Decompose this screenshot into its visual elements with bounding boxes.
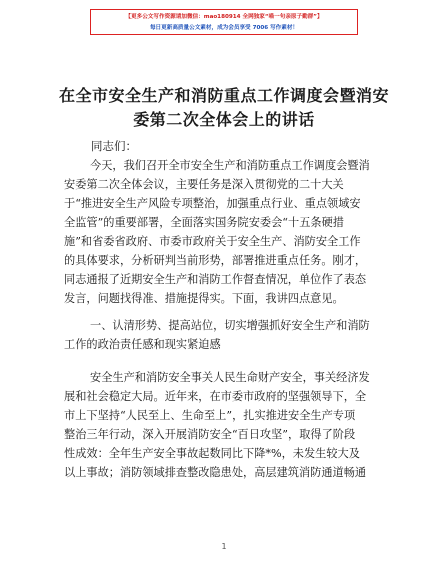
paragraph-3-line: 整治三年行动，深入开展消防安全“百日攻坚”，取得了阶段 xyxy=(64,428,356,441)
section-heading-line: 工作的政治责任感和现实紧迫感 xyxy=(64,338,221,351)
paragraph-1-line: 于“推进安全生产风险专项整治，加强重点行业、重点领域安 xyxy=(64,197,361,210)
promo-banner-line-2: 每日更新高质量公文素材，成为会员享受 7006 写作素材！ xyxy=(149,25,299,31)
promo-banner-line-1: 【更多公文写作资源请加微信：mao180914 全网独家“喵一句亲原子勤群”】 xyxy=(125,14,323,20)
paragraph-1-line: 安委第二次全体会议，主要任务是深入贯彻党的二十大关 xyxy=(64,178,344,191)
paragraph-1-line: 的具体要求，分析研判当前形势，部署推进重点任务。刚才， xyxy=(64,254,367,267)
promo-banner xyxy=(90,9,358,35)
document-title-line-2: 委第二次全体会上的讲话 xyxy=(133,110,315,129)
paragraph-3-line: 展和社会稳定大局。近年来，在市委市政府的坚强领导下，全 xyxy=(64,390,367,403)
paragraph-3-line: 性成效：全年生产安全事故起数同比下降*%，未发生较大及 xyxy=(64,447,360,460)
greeting: 同志们： xyxy=(91,139,137,153)
section-heading-line: 一、认清形势、提高站位，切实增强抓好安全生产和消防 xyxy=(90,319,370,332)
paragraph-1-line: 施”和省委省政府、市委市政府关于安全生产、消防安全工作 xyxy=(64,235,361,248)
page-number: 1 xyxy=(221,542,227,551)
paragraph-1-line: 同志通报了近期安全生产和消防工作督查情况，单位作了表态 xyxy=(64,273,367,286)
paragraph-1-line: 发言，问题找得准、措施提得实。下面，我讲四点意见。 xyxy=(64,292,344,305)
paragraph-1-line: 今天，我们召开全市安全生产和消防重点工作调度会暨消 xyxy=(90,159,370,172)
paragraph-3-line: 安全生产和消防安全事关人民生命财产安全，事关经济发 xyxy=(90,371,370,384)
paragraph-3-line: 以上事故；消防领域排查整改隐患处，高层建筑消防通道畅通 xyxy=(64,466,367,479)
document-title-line-1: 在全市安全生产和消防重点工作调度会暨消安 xyxy=(58,86,389,105)
paragraph-1-line: 全监管”的重要部署，全面落实国务院安委会“十五条硬措 xyxy=(64,216,344,229)
paragraph-3-line: 市上下坚持“人民至上、生命至上”，扎实推进安全生产专项 xyxy=(64,409,356,422)
